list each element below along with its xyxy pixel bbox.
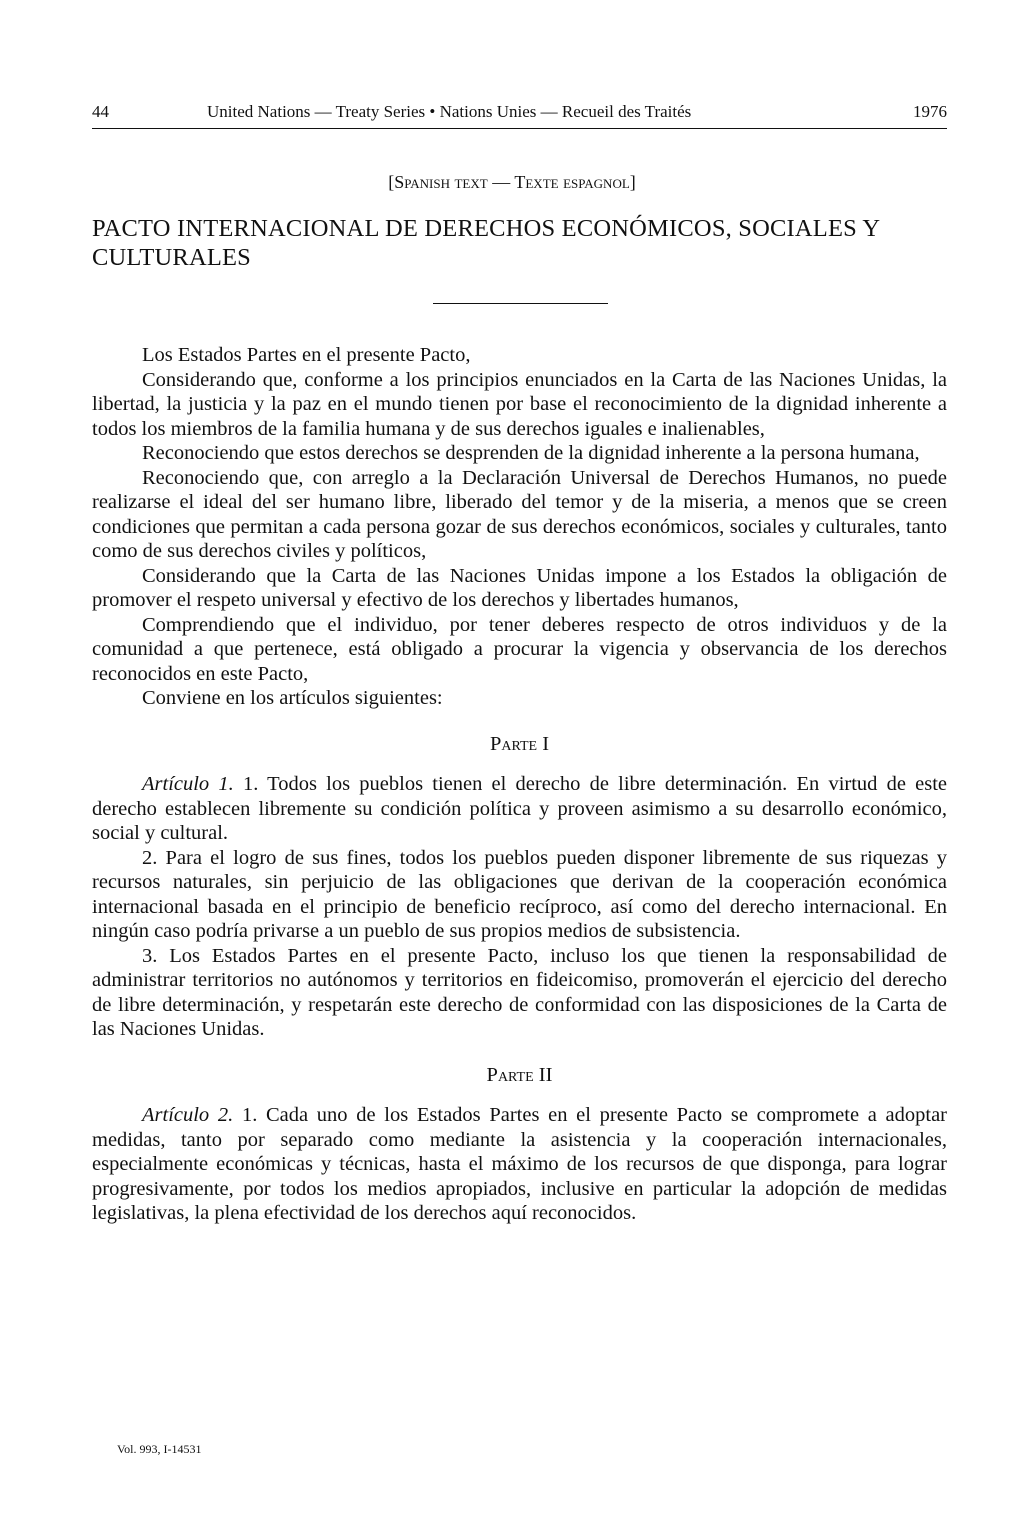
preamble-paragraph: Los Estados Partes en el presente Pacto, xyxy=(142,344,471,366)
article-1-para-3: 3. Los Estados Partes en el presente Pacto, incluso los que tienen la responsabilidad de administrar territorios no autónomos y territorios en fideicomiso, promoverán el ejercicio del derecho de libre determinación, y respetarán este derecho de conformidad con las disposiciones de la Carta de las Naciones Unidas. xyxy=(92,944,947,1040)
article-1-label: Artículo 1. xyxy=(142,773,234,795)
document-body xyxy=(92,343,947,1226)
article-2-para-1-text: 1. Cada uno de los Estados Partes en el presente Pacto se compromete a adoptar medidas, tanto por separado como mediante la asistencia y la cooperación internacionales, especialmente económicas y técnicas, hasta el máximo de los recursos de que disponga, para lograr progresivamente, por todos los medios apropiados, inclusive en particular la adopción de medidas legislativas, la plena efectividad de los derechos aquí reconocidos. xyxy=(92,1104,948,1224)
language-note: [Spanish text — Texte espagnol] xyxy=(388,172,636,192)
article-1-para-1-text: 1. Todos los pueblos tienen el derecho de libre determinación. En virtud de este derecho establecen libremente su condición política y proveen asimismo a su desarrollo económico, social y cultural. xyxy=(92,773,948,844)
article-1-para-1 xyxy=(92,772,947,846)
page-number: 44 xyxy=(92,102,109,121)
running-head xyxy=(92,102,947,129)
series-title: United Nations — Treaty Series • Nations Unies — Recueil des Traités xyxy=(207,102,692,121)
article-2-label: Artículo 2. xyxy=(142,1104,234,1126)
year: 1976 xyxy=(913,102,947,121)
preamble-paragraph: Reconociendo que, con arreglo a la Declaración Universal de Derechos Humanos, no puede realizarse el ideal del ser humano libre, liberado del temor y de la miseria, a menos que se creen condiciones que permitan a cada persona gozar de sus derechos económicos, sociales y culturales, tanto como de sus derechos civiles y políticos, xyxy=(92,466,947,562)
volume-reference: Vol. 993, I-14531 xyxy=(117,1442,202,1456)
part-1-heading: Parte I xyxy=(489,732,550,755)
preamble-paragraph: Reconociendo que estos derechos se desprenden de la dignidad inherente a la persona humana, xyxy=(142,442,920,464)
preamble-paragraph: Considerando que la Carta de las Naciones Unidas impone a los Estados la obligación de promover el respeto universal y efectivo de los derechos y libertades humanos, xyxy=(92,564,947,611)
preamble-paragraph: Conviene en los artículos siguientes: xyxy=(142,687,443,709)
part-2-heading: Parte II xyxy=(486,1063,553,1086)
article-2-para-1 xyxy=(92,1103,947,1226)
preamble-paragraph: Comprendiendo que el individuo, por tener deberes respecto de otros individuos y de la comunidad a que pertenece, está obligado a procurar la vigencia y observancia de los derechos reconocidos en este Pacto, xyxy=(92,613,947,685)
article-1-para-2: 2. Para el logro de sus fines, todos los pueblos pueden disponer libremente de sus riquezas y recursos naturales, sin perjuicio de las obligaciones que derivan de la cooperación económica internacional basada en el principio de beneficio recíproco, así como del derecho internacional. En ningún caso podría privarse a un pueblo de sus propios medios de subsistencia. xyxy=(92,846,947,942)
preamble-paragraph: Considerando que, conforme a los principios enunciados en la Carta de las Naciones Unidas, la libertad, la justicia y la paz en el mundo tienen por base el reconocimiento de la dignidad inherente a todos los miembros de la familia humana y de sus derechos iguales e inalienables, xyxy=(92,368,947,440)
title-divider xyxy=(433,303,608,304)
document-title: PACTO INTERNACIONAL DE DERECHOS ECONÓMICOS, SOCIALES Y CULTURALES xyxy=(92,215,880,271)
